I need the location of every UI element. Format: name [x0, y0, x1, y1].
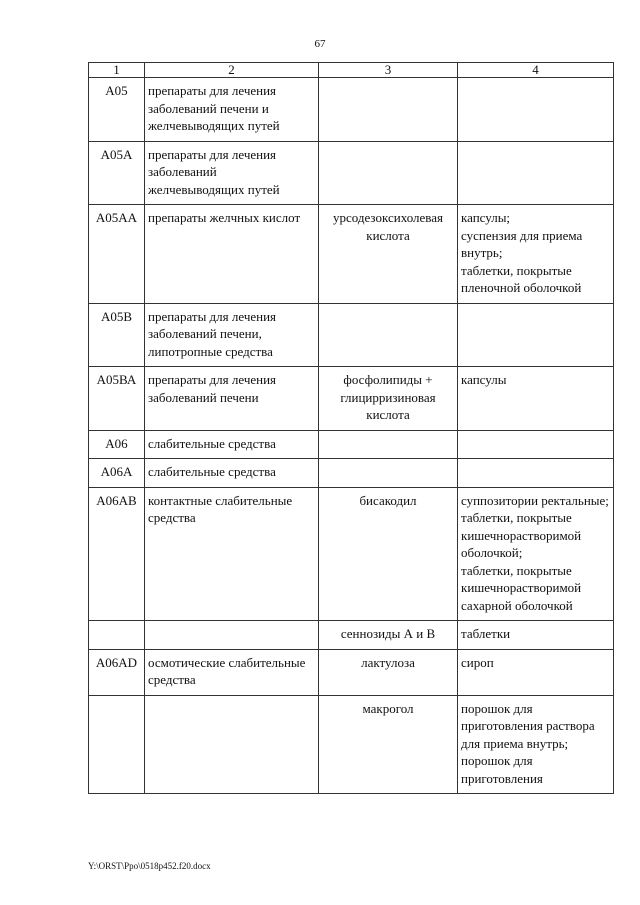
atc-code-cell — [89, 430, 145, 459]
substance-cell — [319, 430, 458, 459]
footer-file-path: Y:\ORST\Ppo\0518p452.f20.docx — [88, 861, 211, 871]
table-row — [89, 621, 614, 650]
atc-code-cell — [89, 141, 145, 205]
dosage-form-cell — [458, 367, 614, 431]
group-name-cell — [145, 430, 319, 459]
dosage-form-cell — [458, 695, 614, 794]
group-name-cell-line: контактные слабительные средства — [148, 492, 293, 525]
atc-code-cell — [89, 205, 145, 304]
atc-code-cell-line: А05А — [100, 146, 133, 162]
atc-code-cell — [89, 303, 145, 367]
column-header: 2 — [145, 63, 319, 78]
dosage-form-cell-line: таблетки, покрытые кишечнорастворимой сахарной оболочкой — [461, 562, 582, 613]
substance-cell-line: лактулоза — [361, 654, 415, 670]
atc-code-cell-line: А05ВА — [96, 372, 137, 387]
group-name-cell — [145, 649, 319, 695]
atc-code-cell — [89, 487, 145, 621]
substance-cell — [319, 141, 458, 205]
group-name-cell — [145, 205, 319, 304]
atc-code-cell-line: А05АА — [95, 210, 138, 225]
drug-table — [88, 62, 614, 794]
group-name-cell-line: осмотические слабительные средства — [148, 654, 306, 687]
atc-code-cell — [89, 649, 145, 695]
atc-code-cell — [89, 459, 145, 488]
substance-cell-line: бисакодил — [359, 492, 417, 508]
dosage-form-cell — [458, 303, 614, 367]
substance-cell — [319, 695, 458, 794]
table-row — [89, 367, 614, 431]
substance-cell — [319, 649, 458, 695]
dosage-form-cell-line: капсулы; — [461, 210, 511, 225]
dosage-form-cell-line: сироп — [461, 654, 494, 670]
column-header: 3 — [319, 63, 458, 78]
group-name-cell — [145, 367, 319, 431]
substance-cell-line: урсодезоксихолевая кислота — [332, 210, 444, 243]
group-name-cell-line: слабительные средства — [148, 435, 276, 451]
dosage-form-cell — [458, 78, 614, 142]
dosage-form-cell-line: порошок для приготовления — [461, 753, 543, 786]
dosage-form-cell-line: суппозитории ректальные; — [461, 492, 609, 508]
atc-code-cell-line: А06АD — [95, 654, 138, 670]
atc-code-cell-line: А06А — [100, 464, 133, 479]
table-row — [89, 205, 614, 304]
dosage-form-cell-line: таблетки, покрытые кишечнорастворимой оболочкой; — [461, 510, 582, 560]
table-header-row — [89, 63, 614, 78]
group-name-cell — [145, 459, 319, 488]
dosage-form-cell — [458, 205, 614, 304]
group-name-cell — [145, 303, 319, 367]
substance-cell — [319, 367, 458, 431]
substance-cell — [319, 78, 458, 142]
atc-code-cell — [89, 78, 145, 142]
group-name-cell — [145, 141, 319, 205]
dosage-form-cell — [458, 459, 614, 488]
dosage-form-cell-line: порошок для приготовления раствора для приема внутрь; — [461, 700, 595, 751]
table-row — [89, 78, 614, 142]
group-name-cell — [145, 78, 319, 142]
dosage-form-cell-line: суспензия для приема внутрь; — [461, 227, 583, 260]
atc-code-cell — [89, 367, 145, 431]
group-name-cell-line: препараты для лечения заболеваний печени, липотропные средства — [148, 308, 277, 359]
substance-cell-line: макрогол — [362, 700, 414, 716]
group-name-cell-line: препараты для лечения заболеваний печени и желчевыводящих путей — [148, 83, 280, 133]
table-row — [89, 430, 614, 459]
table-row — [89, 649, 614, 695]
dosage-form-cell — [458, 649, 614, 695]
group-name-cell — [145, 487, 319, 621]
substance-cell — [319, 621, 458, 650]
group-name-cell-line: препараты желчных кислот — [148, 210, 301, 225]
atc-code-cell-line: А05 — [105, 83, 128, 98]
substance-cell — [319, 303, 458, 367]
dosage-form-cell — [458, 141, 614, 205]
atc-code-cell — [89, 695, 145, 794]
substance-cell — [319, 487, 458, 621]
dosage-form-cell-line: таблетки, покрытые пленочной оболочкой — [461, 262, 582, 295]
table-row — [89, 303, 614, 367]
table-row — [89, 487, 614, 621]
column-header: 4 — [458, 63, 614, 78]
column-header: 1 — [89, 63, 145, 78]
atc-code-cell-line: А05В — [100, 308, 133, 324]
group-name-cell-line: препараты для лечения заболеваний печени — [148, 372, 277, 405]
dosage-form-cell — [458, 430, 614, 459]
atc-code-cell-line: А06 — [105, 435, 128, 451]
table-body — [89, 78, 614, 794]
table-row — [89, 459, 614, 488]
substance-cell — [319, 459, 458, 488]
group-name-cell-line: слабительные средства — [148, 464, 276, 479]
atc-code-cell — [89, 621, 145, 650]
page-number: 67 — [314, 38, 326, 50]
dosage-form-cell-line: капсулы — [461, 372, 507, 387]
table-row — [89, 141, 614, 205]
group-name-cell — [145, 621, 319, 650]
atc-code-cell-line: А06АВ — [96, 492, 137, 508]
substance-cell-line: сеннозиды А и В — [340, 626, 436, 641]
group-name-cell — [145, 695, 319, 794]
substance-cell-line: фосфолипиды + глицирризиновая кислота — [340, 372, 436, 422]
dosage-form-cell-line: таблетки — [461, 626, 511, 641]
table-row — [89, 695, 614, 794]
dosage-form-cell — [458, 621, 614, 650]
substance-cell — [319, 205, 458, 304]
group-name-cell-line: препараты для лечения заболеваний желчевыводящих путей — [148, 146, 280, 197]
dosage-form-cell — [458, 487, 614, 621]
